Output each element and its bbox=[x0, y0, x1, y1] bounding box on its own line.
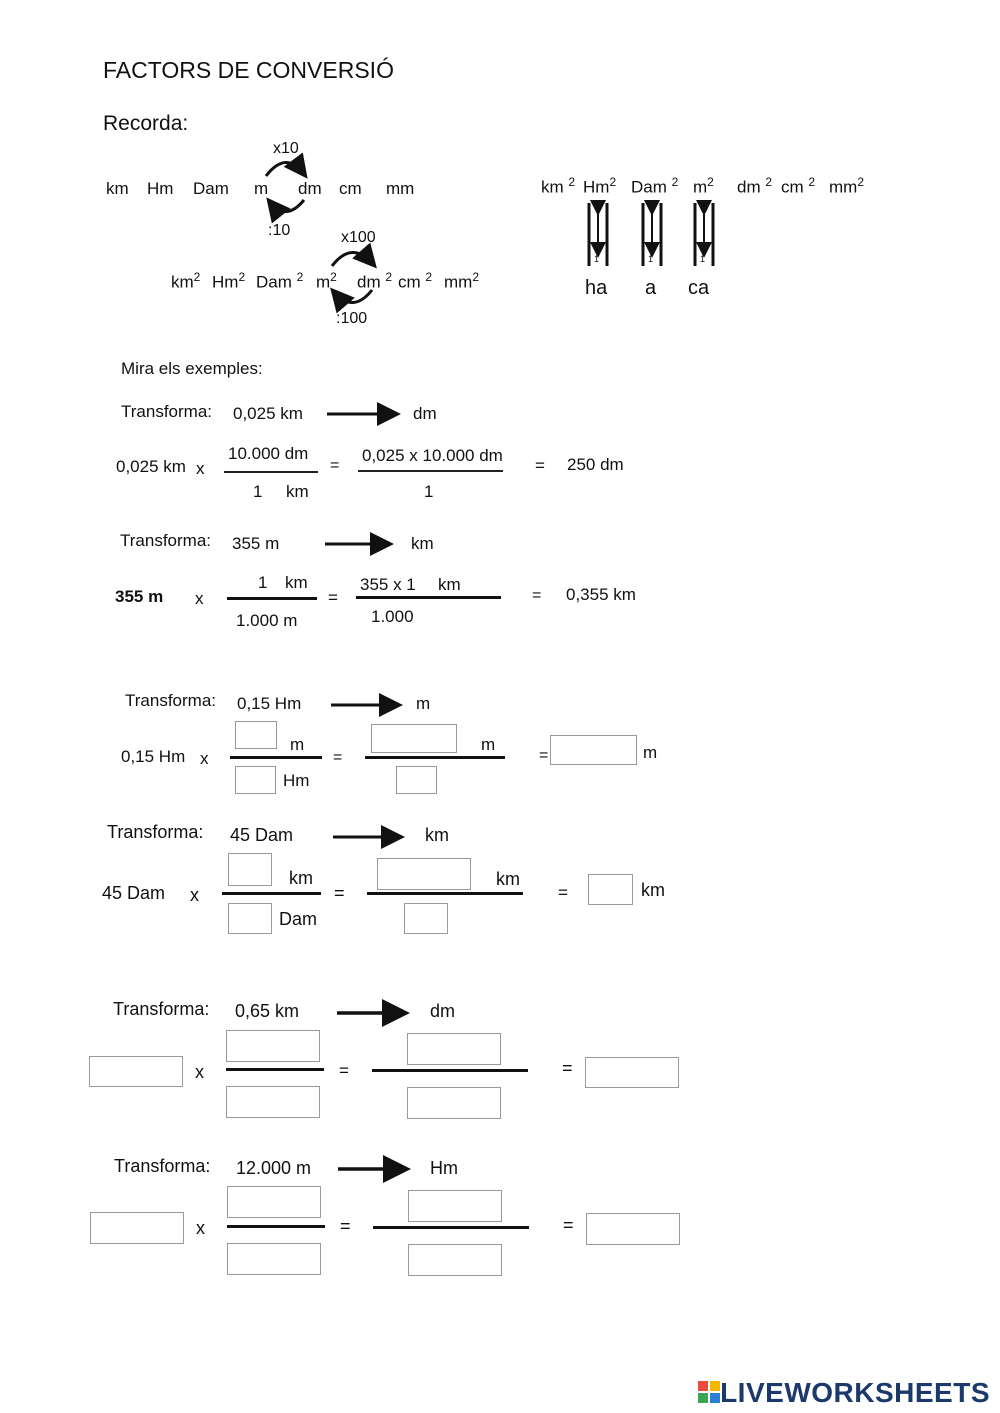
equals-sign: = bbox=[558, 883, 568, 902]
op-x10: x10 bbox=[273, 140, 299, 157]
sq-unit-m: $m^2$ bbox=[316, 270, 337, 292]
curve-arrow-down-icon bbox=[334, 290, 372, 303]
transform-label: Transforma: bbox=[125, 691, 217, 710]
ex1-mid-num: 0,025 x 10.000 dm bbox=[362, 446, 503, 465]
unit-mm: mm bbox=[386, 179, 415, 198]
area-unit-dm: dm $^2$ bbox=[737, 175, 773, 197]
area-one: 1 bbox=[700, 199, 706, 209]
area-name-a: a bbox=[645, 277, 657, 299]
ex1-factor-den-u: km bbox=[286, 482, 309, 501]
fraction-bar bbox=[365, 756, 505, 759]
answer-box[interactable] bbox=[228, 853, 272, 886]
unit-cm: cm bbox=[339, 179, 362, 198]
ex2-lhs: 355 m bbox=[115, 587, 164, 606]
ex3-from: 0,15 Hm bbox=[237, 694, 302, 713]
times-sign: x bbox=[190, 885, 199, 905]
area-name-ca: ca bbox=[688, 277, 710, 299]
fraction-bar bbox=[227, 597, 317, 600]
ex2-mid-num-a: 355 x 1 bbox=[360, 575, 416, 594]
fraction-bar bbox=[226, 1068, 324, 1071]
unit-dm: dm bbox=[298, 179, 322, 198]
curve-arrow-down-icon bbox=[270, 200, 304, 212]
ex1-factor-num: 10.000 dm bbox=[228, 444, 309, 463]
equals-sign: = bbox=[333, 749, 343, 766]
times-sign: x bbox=[196, 459, 205, 478]
area-one: 1 bbox=[594, 254, 600, 264]
equals-sign: = bbox=[563, 1215, 574, 1235]
fraction-bar bbox=[372, 1069, 528, 1072]
equals-sign: = bbox=[532, 587, 542, 604]
times-sign: x bbox=[200, 749, 209, 768]
unit-km: km bbox=[106, 179, 129, 198]
answer-box[interactable] bbox=[371, 724, 457, 753]
equals-sign: = bbox=[539, 747, 549, 764]
page-title: FACTORS DE CONVERSIÓ bbox=[103, 57, 394, 83]
unit-m: m bbox=[254, 179, 269, 198]
equals-sign: = bbox=[328, 588, 338, 607]
op-div10: :10 bbox=[268, 222, 291, 239]
ex1-factor-den-n: 1 bbox=[253, 482, 263, 501]
area-one: 1 bbox=[648, 254, 654, 264]
ex2-from: 355 m bbox=[232, 534, 280, 553]
transform-label: Transforma: bbox=[120, 531, 212, 550]
area-one: 1 bbox=[594, 199, 600, 209]
ex4-num-unit: km bbox=[289, 868, 313, 888]
answer-box[interactable] bbox=[550, 735, 637, 765]
fraction-bar bbox=[224, 471, 318, 473]
times-sign: x bbox=[195, 1062, 204, 1082]
ex3-den-unit: Hm bbox=[283, 771, 310, 790]
area-unit-cm: cm $^2$ bbox=[781, 175, 816, 197]
ex1-from: 0,025 km bbox=[233, 404, 303, 423]
area-unit-dam: Dam $^2$ bbox=[631, 175, 679, 197]
answer-box[interactable] bbox=[407, 1033, 501, 1065]
brand-wordmark: LIVEWORKSHEETS bbox=[720, 1377, 990, 1408]
equals-sign: = bbox=[330, 457, 340, 474]
transform-label: Transforma: bbox=[113, 999, 210, 1019]
ex4-lhs: 45 Dam bbox=[102, 883, 166, 903]
ex2-result: 0,355 km bbox=[566, 585, 636, 604]
ex2-factor-den: 1.000 m bbox=[236, 611, 298, 630]
times-sign: x bbox=[195, 589, 204, 608]
ex3-res-unit: m bbox=[643, 743, 658, 762]
answer-box[interactable] bbox=[226, 1030, 320, 1062]
sq-unit-mm: $mm^2$ bbox=[444, 270, 480, 292]
equals-sign: = bbox=[339, 1061, 349, 1080]
answer-box[interactable] bbox=[404, 903, 448, 934]
area-name-ha: ha bbox=[585, 277, 608, 299]
ex5-from: 0,65 km bbox=[235, 1001, 300, 1021]
transform-label: Transforma: bbox=[107, 822, 204, 842]
ex4-mid-unit: km bbox=[496, 869, 520, 889]
answer-box[interactable] bbox=[235, 766, 276, 794]
sq-unit-cm: cm $^2$ bbox=[398, 270, 433, 292]
op-x100: x100 bbox=[341, 229, 376, 246]
curve-arrow-up-icon bbox=[266, 162, 304, 176]
answer-box[interactable] bbox=[586, 1213, 680, 1245]
fraction-bar bbox=[227, 1225, 325, 1228]
answer-box[interactable] bbox=[377, 858, 471, 890]
unit-dam: Dam bbox=[193, 179, 229, 198]
ex3-to: m bbox=[416, 694, 431, 713]
fraction-bar bbox=[230, 756, 322, 759]
answer-box[interactable] bbox=[89, 1056, 183, 1087]
answer-box[interactable] bbox=[407, 1087, 501, 1119]
ex3-lhs: 0,15 Hm bbox=[121, 747, 186, 766]
answer-box[interactable] bbox=[408, 1190, 502, 1222]
ex4-to: km bbox=[425, 825, 449, 845]
op-div100: :100 bbox=[336, 310, 368, 327]
sq-unit-dm: dm $^2$ bbox=[357, 270, 393, 292]
area-one: 1 bbox=[648, 199, 654, 209]
remember-heading: Recorda: bbox=[103, 112, 189, 135]
sq-unit-dam: Dam $^2$ bbox=[256, 270, 304, 292]
equals-sign: = bbox=[535, 456, 545, 475]
answer-box[interactable] bbox=[227, 1243, 321, 1275]
area-unit-mm: $mm^2$ bbox=[829, 175, 865, 197]
ex3-num-unit: m bbox=[290, 735, 305, 754]
answer-box[interactable] bbox=[396, 766, 437, 794]
answer-box[interactable] bbox=[235, 721, 277, 749]
ex1-lhs: 0,025 km bbox=[116, 457, 186, 476]
area-unit-m: $m^2$ bbox=[693, 175, 714, 197]
area-unit-hm: Hm$^2$ bbox=[583, 175, 617, 197]
curve-arrow-up-icon bbox=[332, 252, 373, 266]
ex1-to: dm bbox=[413, 404, 437, 423]
ex6-to: Hm bbox=[430, 1158, 458, 1178]
ex6-from: 12.000 m bbox=[236, 1158, 312, 1178]
answer-box[interactable] bbox=[227, 1186, 321, 1218]
ex2-factor-num-u: km bbox=[285, 573, 308, 592]
area-one: 1 bbox=[700, 254, 706, 264]
answer-box[interactable] bbox=[90, 1212, 184, 1244]
ex2-mid-num-u: km bbox=[438, 575, 461, 594]
area-unit-km: km $^2$ bbox=[541, 175, 576, 197]
equals-sign: = bbox=[562, 1058, 573, 1078]
fraction-bar bbox=[222, 892, 321, 895]
answer-box[interactable] bbox=[228, 903, 272, 934]
answer-box[interactable] bbox=[585, 1057, 679, 1088]
sq-unit-km: $km^2$ bbox=[171, 270, 201, 292]
ex1-mid-den: 1 bbox=[424, 482, 434, 501]
answer-box[interactable] bbox=[408, 1244, 502, 1276]
ex4-res-unit: km bbox=[641, 880, 665, 900]
transform-label: Transforma: bbox=[121, 402, 213, 421]
ex1-result: 250 dm bbox=[567, 455, 624, 474]
equals-sign: = bbox=[334, 883, 345, 903]
ex4-from: 45 Dam bbox=[230, 825, 294, 845]
area-conversion-bars bbox=[589, 203, 713, 266]
ex2-to: km bbox=[411, 534, 434, 553]
unit-hm: Hm bbox=[147, 179, 174, 198]
ex4-den-unit: Dam bbox=[279, 909, 318, 929]
fraction-bar bbox=[367, 892, 523, 895]
fraction-bar bbox=[373, 1226, 529, 1229]
fraction-bar bbox=[358, 470, 503, 472]
answer-box[interactable] bbox=[226, 1086, 320, 1118]
equals-sign: = bbox=[340, 1216, 351, 1236]
fraction-bar bbox=[356, 596, 501, 599]
liveworksheets-logo-icon bbox=[698, 1381, 720, 1403]
transform-label: Transforma: bbox=[114, 1156, 211, 1176]
examples-heading: Mira els exemples: bbox=[121, 359, 263, 378]
times-sign: x bbox=[196, 1218, 205, 1238]
sq-unit-hm: Hm$^2$ bbox=[212, 270, 246, 292]
ex2-factor-num-n: 1 bbox=[258, 573, 268, 592]
ex3-mid-unit: m bbox=[481, 735, 496, 754]
ex5-to: dm bbox=[430, 1001, 456, 1021]
answer-box[interactable] bbox=[588, 874, 633, 905]
ex2-mid-den: 1.000 bbox=[371, 607, 414, 626]
